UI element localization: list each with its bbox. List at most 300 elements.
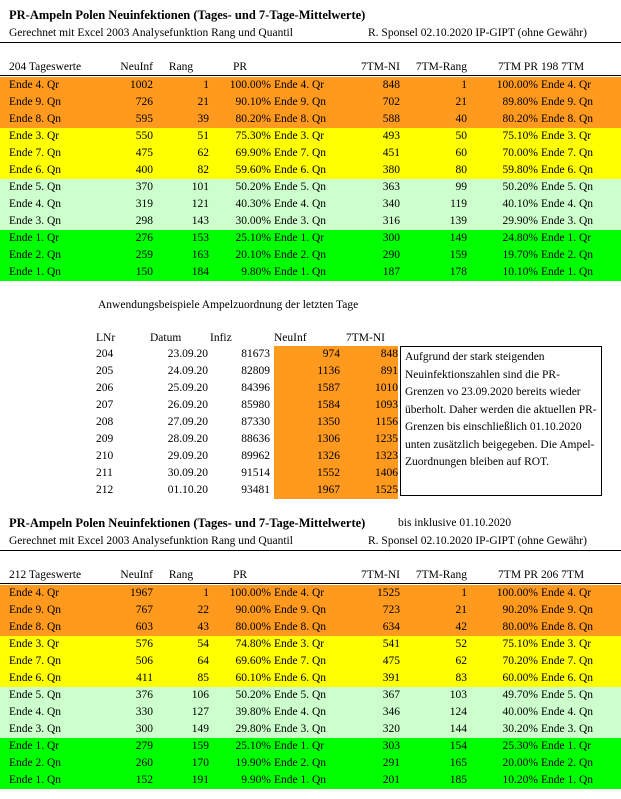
- table-cell: 62: [197, 147, 209, 159]
- table-cell: Ende 1. Qr: [541, 740, 592, 752]
- table-cell: 367: [382, 689, 400, 701]
- table-cell: 144: [449, 723, 467, 735]
- table-cell: 400: [135, 164, 153, 176]
- table-cell: 702: [382, 96, 400, 108]
- table-cell: 100.00%: [229, 79, 271, 91]
- table-row: [0, 687, 621, 704]
- table-cell: Ende 2. Qn: [9, 757, 62, 769]
- table-cell: 209: [96, 433, 114, 445]
- column-header: NeuInf: [274, 332, 307, 344]
- table-cell: Ende 7. Qn: [274, 147, 327, 159]
- table-cell: Ende 1. Qr: [274, 740, 325, 752]
- table-cell: 50.20%: [502, 181, 538, 193]
- table-cell: 191: [191, 774, 209, 786]
- table-cell: 22: [197, 604, 209, 616]
- table-cell: 25.30%: [502, 740, 538, 752]
- table-row: [0, 670, 621, 687]
- table-cell: 10.10%: [502, 266, 538, 278]
- table-cell: Ende 3. Qr: [541, 638, 592, 650]
- subtitle-row: [0, 534, 621, 549]
- table-cell: Ende 5. Qn: [9, 689, 62, 701]
- table-cell: Ende 8. Qn: [541, 621, 594, 633]
- table-cell: 25.10%: [235, 740, 271, 752]
- table-cell: 1584: [317, 399, 340, 411]
- table-cell: 974: [322, 348, 340, 360]
- table-cell: Ende 9. Qn: [9, 96, 62, 108]
- column-header: 212 Tageswerte: [9, 569, 82, 581]
- table-cell: Ende 5. Qn: [274, 181, 327, 193]
- table-cell: Ende 9. Qn: [274, 96, 327, 108]
- table-cell: 300: [135, 723, 153, 735]
- table-cell: 40.30%: [235, 198, 271, 210]
- table-cell: 100.00%: [496, 79, 538, 91]
- table-cell: 124: [449, 706, 467, 718]
- table-row: [0, 94, 621, 111]
- table-row: [0, 230, 621, 247]
- table-cell: 49.70%: [502, 689, 538, 701]
- table-cell: Ende 3. Qr: [541, 130, 592, 142]
- table-cell: Ende 2. Qn: [541, 757, 594, 769]
- table-cell: 550: [135, 130, 153, 142]
- table-cell: 50: [455, 130, 467, 142]
- table-cell: Ende 9. Qn: [9, 604, 62, 616]
- table-cell: 39.80%: [235, 706, 271, 718]
- table-cell: 84396: [241, 382, 270, 394]
- table-cell: 376: [135, 689, 153, 701]
- section-title-row: [0, 8, 621, 23]
- table-cell: 152: [135, 774, 153, 786]
- table-cell: 43: [197, 621, 209, 633]
- table-cell: Ende 3. Qn: [9, 723, 62, 735]
- table-cell: Ende 2. Qn: [274, 757, 327, 769]
- section-title-suffix: bis inklusive 01.10.2020: [398, 517, 512, 529]
- table-row: [0, 111, 621, 128]
- table-cell: Ende 4. Qn: [274, 198, 327, 210]
- table-cell: 29.80%: [235, 723, 271, 735]
- table-cell: Ende 6. Qn: [541, 672, 594, 684]
- table-cell: 80.00%: [502, 621, 538, 633]
- table-row: [0, 162, 621, 179]
- table-cell: 291: [382, 757, 400, 769]
- table-cell: 60: [455, 147, 467, 159]
- table-cell: 54: [197, 638, 209, 650]
- table-cell: 103: [449, 689, 467, 701]
- table-cell: 411: [136, 672, 153, 684]
- table-cell: 493: [382, 130, 400, 142]
- table-cell: Ende 4. Qr: [274, 587, 325, 599]
- table-cell: 25.09.20: [167, 382, 208, 394]
- column-header: LNr: [96, 332, 116, 344]
- table-cell: Ende 7. Qn: [9, 147, 62, 159]
- table-cell: 1235: [375, 433, 398, 445]
- table-cell: 346: [382, 706, 400, 718]
- table-cell: 506: [135, 655, 153, 667]
- table-cell: 1326: [317, 450, 340, 462]
- table-cell: 316: [382, 215, 400, 227]
- section-author: R. Sponsel 02.10.2020 IP-GIPT (ohne Gewähr): [368, 27, 587, 39]
- column-header: 7TM-NI: [361, 569, 400, 581]
- table-row: [0, 636, 621, 653]
- table-row: [0, 213, 621, 230]
- table-cell: 1093: [375, 399, 398, 411]
- table-cell: Ende 7. Qn: [274, 655, 327, 667]
- table-cell: 139: [449, 215, 467, 227]
- table-cell: 25.10%: [235, 232, 271, 244]
- table-cell: 576: [135, 638, 153, 650]
- table-cell: 208: [96, 416, 114, 428]
- table-row: [0, 602, 621, 619]
- section-subtitle: Gerechnet mit Excel 2003 Analysefunktion Rang und Quantil: [9, 535, 293, 547]
- table-cell: 30.09.20: [167, 467, 208, 479]
- table-cell: Ende 2. Qn: [9, 249, 62, 261]
- table-cell: 19.90%: [235, 757, 271, 769]
- table-cell: Ende 1. Qr: [541, 232, 592, 244]
- column-header: 7TM-NI: [346, 332, 385, 344]
- table-cell: Ende 3. Qn: [274, 723, 327, 735]
- table-cell: Ende 1. Qr: [9, 232, 60, 244]
- table-cell: 170: [191, 757, 209, 769]
- table-cell: Ende 6. Qn: [541, 164, 594, 176]
- column-header: [274, 60, 354, 75]
- table-cell: 80.00%: [235, 621, 271, 633]
- table-cell: Ende 6. Qn: [274, 164, 327, 176]
- table-cell: 595: [135, 113, 153, 125]
- table-cell: Ende 1. Qn: [9, 266, 62, 278]
- table-cell: Ende 4. Qn: [274, 706, 327, 718]
- subtitle-row: [0, 26, 621, 41]
- column-header: Datum: [150, 332, 182, 344]
- table-cell: 475: [135, 147, 153, 159]
- table-cell: 93481: [241, 484, 270, 496]
- table-cell: 100.00%: [496, 587, 538, 599]
- table-cell: 1: [461, 79, 467, 91]
- column-header: NeuInf: [120, 569, 153, 581]
- table-cell: 159: [191, 740, 209, 752]
- table-cell: 259: [135, 249, 153, 261]
- table-cell: 541: [382, 638, 400, 650]
- table-header-row: [0, 60, 621, 76]
- table-cell: 1002: [130, 79, 153, 91]
- table-cell: Ende 1. Qn: [274, 774, 327, 786]
- table-cell: 59.80%: [502, 164, 538, 176]
- table-cell: 87330: [241, 416, 270, 428]
- table-row: [0, 196, 621, 213]
- table-cell: 88636: [241, 433, 270, 445]
- section-subtitle: Gerechnet mit Excel 2003 Analysefunktion Rang und Quantil: [9, 27, 293, 39]
- table-cell: Ende 3. Qn: [9, 215, 62, 227]
- table-cell: 150: [135, 266, 153, 278]
- table-cell: 276: [135, 232, 153, 244]
- table-cell: 82809: [241, 365, 270, 377]
- table-cell: Ende 4. Qr: [9, 79, 60, 91]
- table-row: [0, 619, 621, 636]
- table-cell: Ende 3. Qr: [274, 130, 325, 142]
- table-row: [0, 585, 621, 602]
- column-header: 7TM-Rang: [415, 569, 467, 581]
- table-cell: 82: [197, 164, 209, 176]
- table-row: [0, 721, 621, 738]
- table-cell: 60.00%: [502, 672, 538, 684]
- table-cell: 303: [382, 740, 400, 752]
- table-cell: Ende 4. Qn: [9, 706, 62, 718]
- table-cell: 30.20%: [502, 723, 538, 735]
- table-cell: 891: [380, 365, 398, 377]
- table-cell: 20.00%: [502, 757, 538, 769]
- table-cell: 163: [191, 249, 209, 261]
- table-cell: Ende 5. Qn: [541, 181, 594, 193]
- column-header: NeuInf: [120, 61, 153, 73]
- table-cell: 9.80%: [241, 266, 271, 278]
- column-header: PR: [232, 61, 248, 73]
- table-cell: 20.10%: [235, 249, 271, 261]
- section-title-suffix-row: [0, 516, 621, 531]
- table-cell: 24.09.20: [167, 365, 208, 377]
- table-cell: 119: [450, 198, 467, 210]
- table-cell: 51: [197, 130, 209, 142]
- table-cell: 28.09.20: [167, 433, 208, 445]
- table-cell: 1156: [375, 416, 398, 428]
- table-row: [0, 704, 621, 721]
- table-cell: 70.20%: [502, 655, 538, 667]
- table-cell: 451: [382, 147, 400, 159]
- table-cell: 9.90%: [241, 774, 271, 786]
- table-cell: Ende 2. Qn: [541, 249, 594, 261]
- table-cell: 29.90%: [502, 215, 538, 227]
- table-cell: 201: [382, 774, 400, 786]
- table-row: [0, 77, 621, 94]
- table-cell: Ende 8. Qn: [9, 621, 62, 633]
- table-cell: Ende 4. Qr: [9, 587, 60, 599]
- table-cell: 85: [197, 672, 209, 684]
- table-cell: Ende 3. Qr: [9, 638, 60, 650]
- table-cell: 60.10%: [235, 672, 271, 684]
- table-cell: 75.30%: [235, 130, 271, 142]
- table-header-row: [0, 568, 621, 584]
- column-header: Rang: [168, 61, 194, 73]
- table-cell: Ende 4. Qr: [541, 79, 592, 91]
- table-row: [0, 653, 621, 670]
- table-cell: 634: [382, 621, 400, 633]
- table-cell: Ende 3. Qn: [541, 215, 594, 227]
- table-cell: 204: [96, 348, 114, 360]
- section-author: R. Sponsel 02.10.2020 IP-GIPT (ohne Gewähr): [368, 535, 587, 547]
- table-cell: Ende 5. Qn: [274, 689, 327, 701]
- table-cell: 1: [203, 79, 209, 91]
- table-cell: 10.20%: [502, 774, 538, 786]
- table-cell: 21: [197, 96, 209, 108]
- table-cell: Ende 8. Qn: [274, 113, 327, 125]
- table-cell: 90.20%: [502, 604, 538, 616]
- table-cell: 90.00%: [235, 604, 271, 616]
- table-cell: 767: [135, 604, 153, 616]
- table-cell: Ende 4. Qr: [541, 587, 592, 599]
- table-cell: Ende 7. Qn: [541, 655, 594, 667]
- table-cell: Ende 1. Qr: [9, 740, 60, 752]
- table-cell: Ende 3. Qr: [274, 638, 325, 650]
- column-header: 7TM PR: [498, 61, 538, 73]
- table-cell: 1967: [317, 484, 340, 496]
- table-row: [0, 128, 621, 145]
- table-cell: 370: [135, 181, 153, 193]
- table-cell: 80: [455, 164, 467, 176]
- table-cell: 59.60%: [235, 164, 271, 176]
- table-cell: 89.80%: [502, 96, 538, 108]
- table-cell: 210: [96, 450, 114, 462]
- table-cell: 62: [455, 655, 467, 667]
- table-cell: 149: [449, 232, 467, 244]
- table-cell: 40: [455, 113, 467, 125]
- table-cell: 1136: [317, 365, 340, 377]
- table-cell: Ende 4. Qr: [274, 79, 325, 91]
- examples-header-row: [0, 331, 621, 346]
- table-row: [0, 247, 621, 264]
- table-cell: 27.09.20: [167, 416, 208, 428]
- table-cell: 80.20%: [235, 113, 271, 125]
- table-cell: 260: [135, 757, 153, 769]
- table-cell: 319: [135, 198, 153, 210]
- table-cell: Ende 7. Qn: [541, 147, 594, 159]
- table-cell: 1552: [317, 467, 340, 479]
- examples-title: Anwendungsbeispiele Ampelzuordnung der letzten Tage: [98, 299, 359, 311]
- table-cell: 1: [461, 587, 467, 599]
- table-cell: 185: [449, 774, 467, 786]
- table-cell: 340: [382, 198, 400, 210]
- column-header: 204 Tageswerte: [9, 61, 82, 73]
- table-cell: 40.00%: [502, 706, 538, 718]
- table-cell: Ende 6. Qn: [9, 672, 62, 684]
- table-cell: 205: [96, 365, 114, 377]
- table-cell: 69.90%: [235, 147, 271, 159]
- table-cell: 70.00%: [502, 147, 538, 159]
- table-cell: 212: [96, 484, 114, 496]
- table-cell: 1587: [317, 382, 340, 394]
- table-cell: 848: [382, 79, 400, 91]
- table-cell: 42: [455, 621, 467, 633]
- table-cell: 1525: [377, 587, 400, 599]
- table-row: [0, 772, 621, 789]
- table-cell: 1350: [317, 416, 340, 428]
- table-cell: Ende 1. Qn: [541, 774, 594, 786]
- table-cell: 475: [382, 655, 400, 667]
- table-cell: Ende 1. Qn: [541, 266, 594, 278]
- table-cell: 363: [382, 181, 400, 193]
- table-cell: Ende 4. Qn: [9, 198, 62, 210]
- table-cell: 106: [191, 689, 209, 701]
- table-cell: 101: [191, 181, 209, 193]
- table-cell: 21: [455, 604, 467, 616]
- table-cell: Ende 1. Qn: [274, 266, 327, 278]
- table-cell: 69.60%: [235, 655, 271, 667]
- column-header: 7TM-Rang: [415, 61, 467, 73]
- table-cell: 99: [455, 181, 467, 193]
- table-cell: Ende 9. Qn: [541, 604, 594, 616]
- table-cell: 380: [382, 164, 400, 176]
- table-cell: 603: [135, 621, 153, 633]
- table-cell: 21: [455, 96, 467, 108]
- table-cell: 74.80%: [235, 638, 271, 650]
- table-cell: 30.00%: [235, 215, 271, 227]
- table-cell: Ende 5. Qn: [9, 181, 62, 193]
- table-cell: 330: [135, 706, 153, 718]
- table-cell: 165: [449, 757, 467, 769]
- table-cell: Ende 3. Qn: [274, 215, 327, 227]
- table-row: [0, 145, 621, 162]
- table-cell: Ende 4. Qn: [541, 706, 594, 718]
- table-cell: 279: [135, 740, 153, 752]
- table-cell: 207: [96, 399, 114, 411]
- explanation-note: Aufgrund der stark steigenden Neuinfektionszahlen sind die PR-Grenzen vo 23.09.2020 bereits wieder überholt. Daher werden die aktuellen PR-Grenzen bis einschließlich 01.10.2020 unten zusätzlich beigegeben. Die Ampel-Zuordnungen bleiben auf ROT.: [400, 346, 602, 496]
- column-header: Rang: [168, 569, 194, 581]
- table-cell: Ende 6. Qn: [274, 672, 327, 684]
- table-cell: 211: [96, 467, 113, 479]
- table-cell: 320: [382, 723, 400, 735]
- table-cell: 50.20%: [235, 689, 271, 701]
- table-cell: 187: [382, 266, 400, 278]
- table-cell: Ende 4. Qn: [541, 198, 594, 210]
- table-cell: 01.10.20: [167, 484, 208, 496]
- table-cell: 1967: [130, 587, 153, 599]
- table-cell: 64: [197, 655, 209, 667]
- table-cell: 206: [96, 382, 114, 394]
- table-cell: 89962: [241, 450, 270, 462]
- table-cell: 1406: [375, 467, 398, 479]
- table-cell: 1306: [317, 433, 340, 445]
- table-cell: 127: [191, 706, 209, 718]
- table-cell: 300: [382, 232, 400, 244]
- table-cell: Ende 7. Qn: [9, 655, 62, 667]
- table-cell: Ende 2. Qn: [274, 249, 327, 261]
- table-cell: 50.20%: [235, 181, 271, 193]
- table-cell: 143: [191, 215, 209, 227]
- table-cell: 40.10%: [502, 198, 538, 210]
- table-cell: 1323: [375, 450, 398, 462]
- table-cell: 588: [382, 113, 400, 125]
- table-cell: Ende 8. Qn: [541, 113, 594, 125]
- table-cell: 290: [382, 249, 400, 261]
- table-cell: 75.10%: [502, 638, 538, 650]
- table-cell: 1525: [375, 484, 398, 496]
- table-cell: Ende 3. Qn: [541, 723, 594, 735]
- column-header: Infiz: [210, 332, 232, 344]
- table-cell: 298: [135, 215, 153, 227]
- table-cell: 85980: [241, 399, 270, 411]
- table-cell: 83: [455, 672, 467, 684]
- table-cell: Ende 8. Qn: [274, 621, 327, 633]
- table-cell: Ende 6. Qn: [9, 164, 62, 176]
- table-cell: 19.70%: [502, 249, 538, 261]
- table-cell: 178: [449, 266, 467, 278]
- table-cell: 80.20%: [502, 113, 538, 125]
- table-cell: 723: [382, 604, 400, 616]
- table-cell: 153: [191, 232, 209, 244]
- section-title: PR-Ampeln Polen Neuinfektionen (Tages- und 7-Tage-Mittelwerte): [9, 516, 366, 530]
- divider: [0, 550, 621, 551]
- table-cell: 24.80%: [502, 232, 538, 244]
- table-cell: 90.10%: [235, 96, 271, 108]
- table-cell: 81673: [241, 348, 270, 360]
- table-cell: 848: [380, 348, 398, 360]
- table-cell: 23.09.20: [167, 348, 208, 360]
- table-cell: 75.10%: [502, 130, 538, 142]
- table-cell: Ende 8. Qn: [9, 113, 62, 125]
- table-cell: 1010: [375, 382, 398, 394]
- table-cell: 52: [455, 638, 467, 650]
- table-row: [0, 738, 621, 755]
- table-cell: Ende 3. Qr: [9, 130, 60, 142]
- column-header: 198 7TM: [541, 61, 585, 73]
- table-cell: 726: [135, 96, 153, 108]
- table-cell: 29.09.20: [167, 450, 208, 462]
